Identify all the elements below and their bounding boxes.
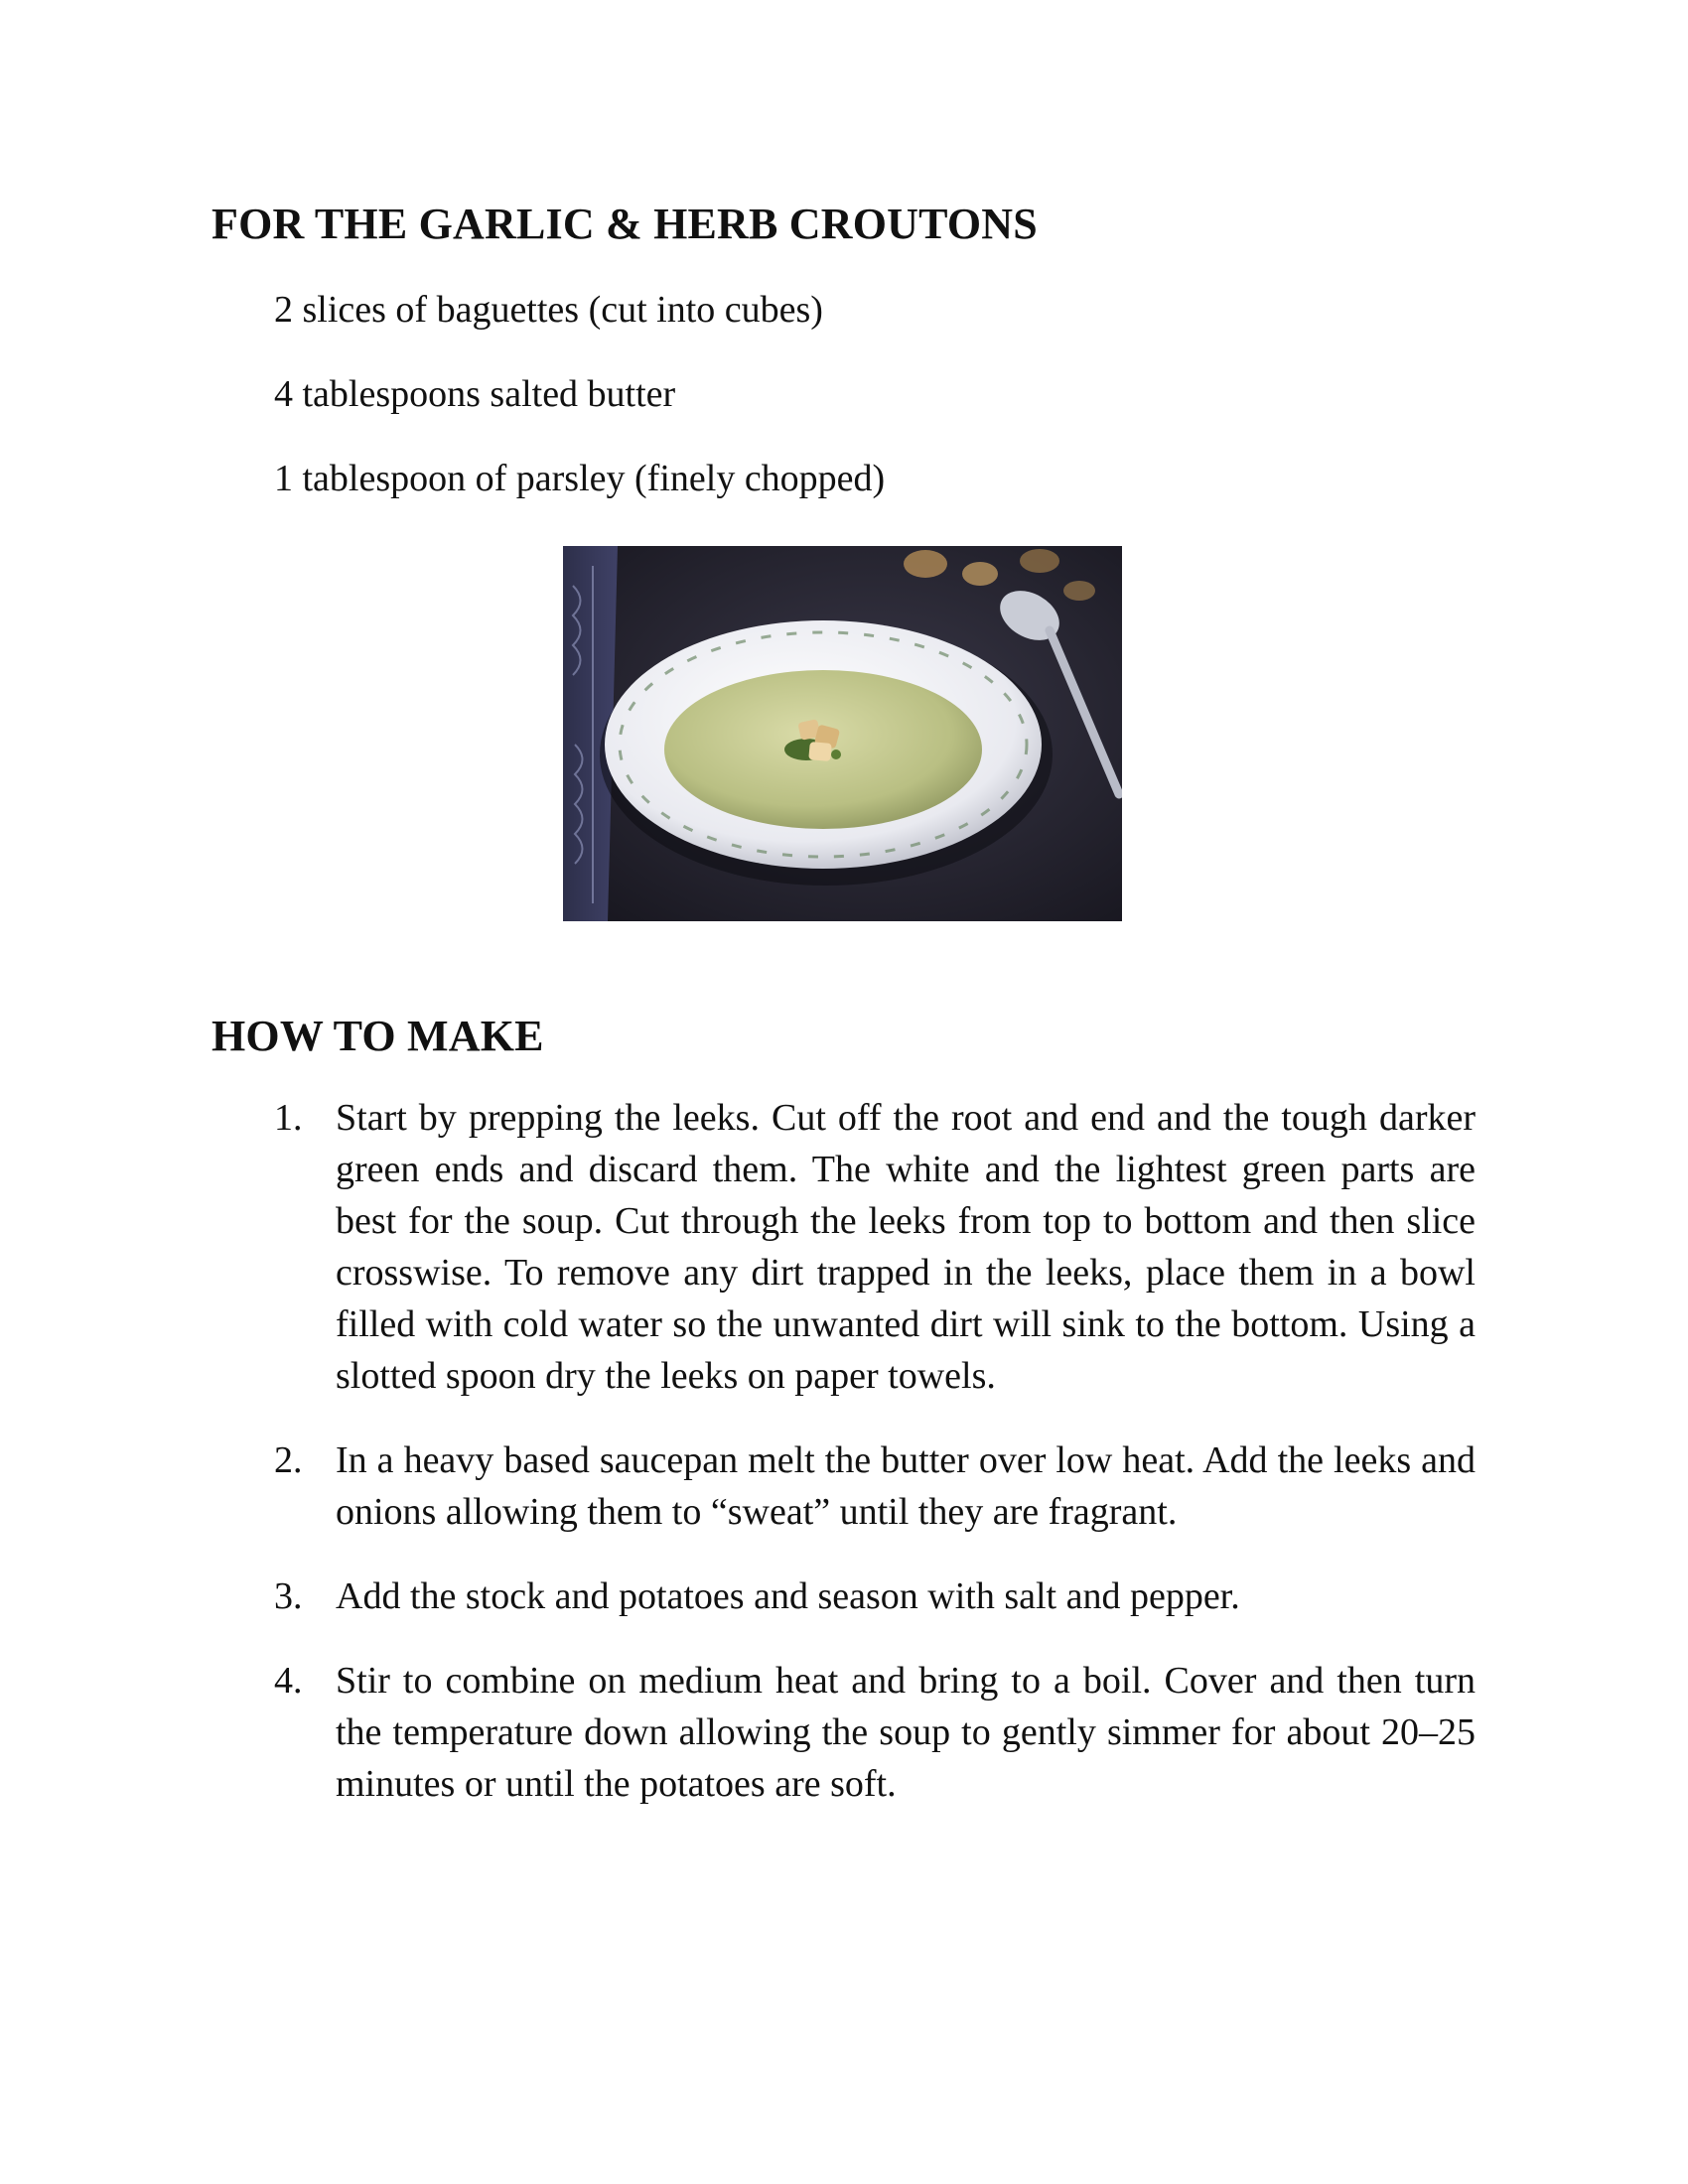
step-number: 3. (274, 1575, 303, 1617)
croutons-ingredient-list (274, 288, 885, 541)
ingredient-item: 4 tablespoons salted butter (274, 373, 676, 415)
instruction-step (268, 1655, 1476, 1810)
ingredient-item: 1 tablespoon of parsley (finely chopped) (274, 458, 886, 499)
instruction-step (268, 1570, 1476, 1622)
soup-bowl-photo (563, 546, 1122, 921)
step-text: Stir to combine on medium heat and bring to a boil. Cover and then turn the temperature down allowing the soup to gently simmer for about 20–25 minutes or until the potatoes are soft. (336, 1660, 1476, 1805)
instruction-step (268, 1434, 1476, 1538)
instruction-step (268, 1092, 1476, 1402)
step-number: 1. (274, 1097, 303, 1139)
step-text: Add the stock and potatoes and season with salt and pepper. (336, 1575, 1240, 1617)
step-number: 2. (274, 1439, 303, 1481)
step-number: 4. (274, 1660, 303, 1702)
croutons-heading: FOR THE GARLIC & HERB CROUTONS (211, 200, 1038, 248)
step-text: In a heavy based saucepan melt the butter over low heat. Add the leeks and onions allowing them to “sweat” until they are fragrant. (336, 1439, 1476, 1533)
instructions-list (268, 1092, 1476, 1843)
how-to-make-heading: HOW TO MAKE (211, 1012, 544, 1060)
ingredient-item: 2 slices of baguettes (cut into cubes) (274, 289, 823, 331)
step-text: Start by prepping the leeks. Cut off the root and end and the tough darker green ends and discard them. The white and the lightest green parts are best for the soup. Cut through the leeks from top to bottom and then slice crosswise. To remove any dirt trapped in the leeks, place them in a bowl filled with cold water so the unwanted dirt will sink to the bottom. Using a slotted spoon dry the leeks on paper towels. (336, 1097, 1476, 1397)
